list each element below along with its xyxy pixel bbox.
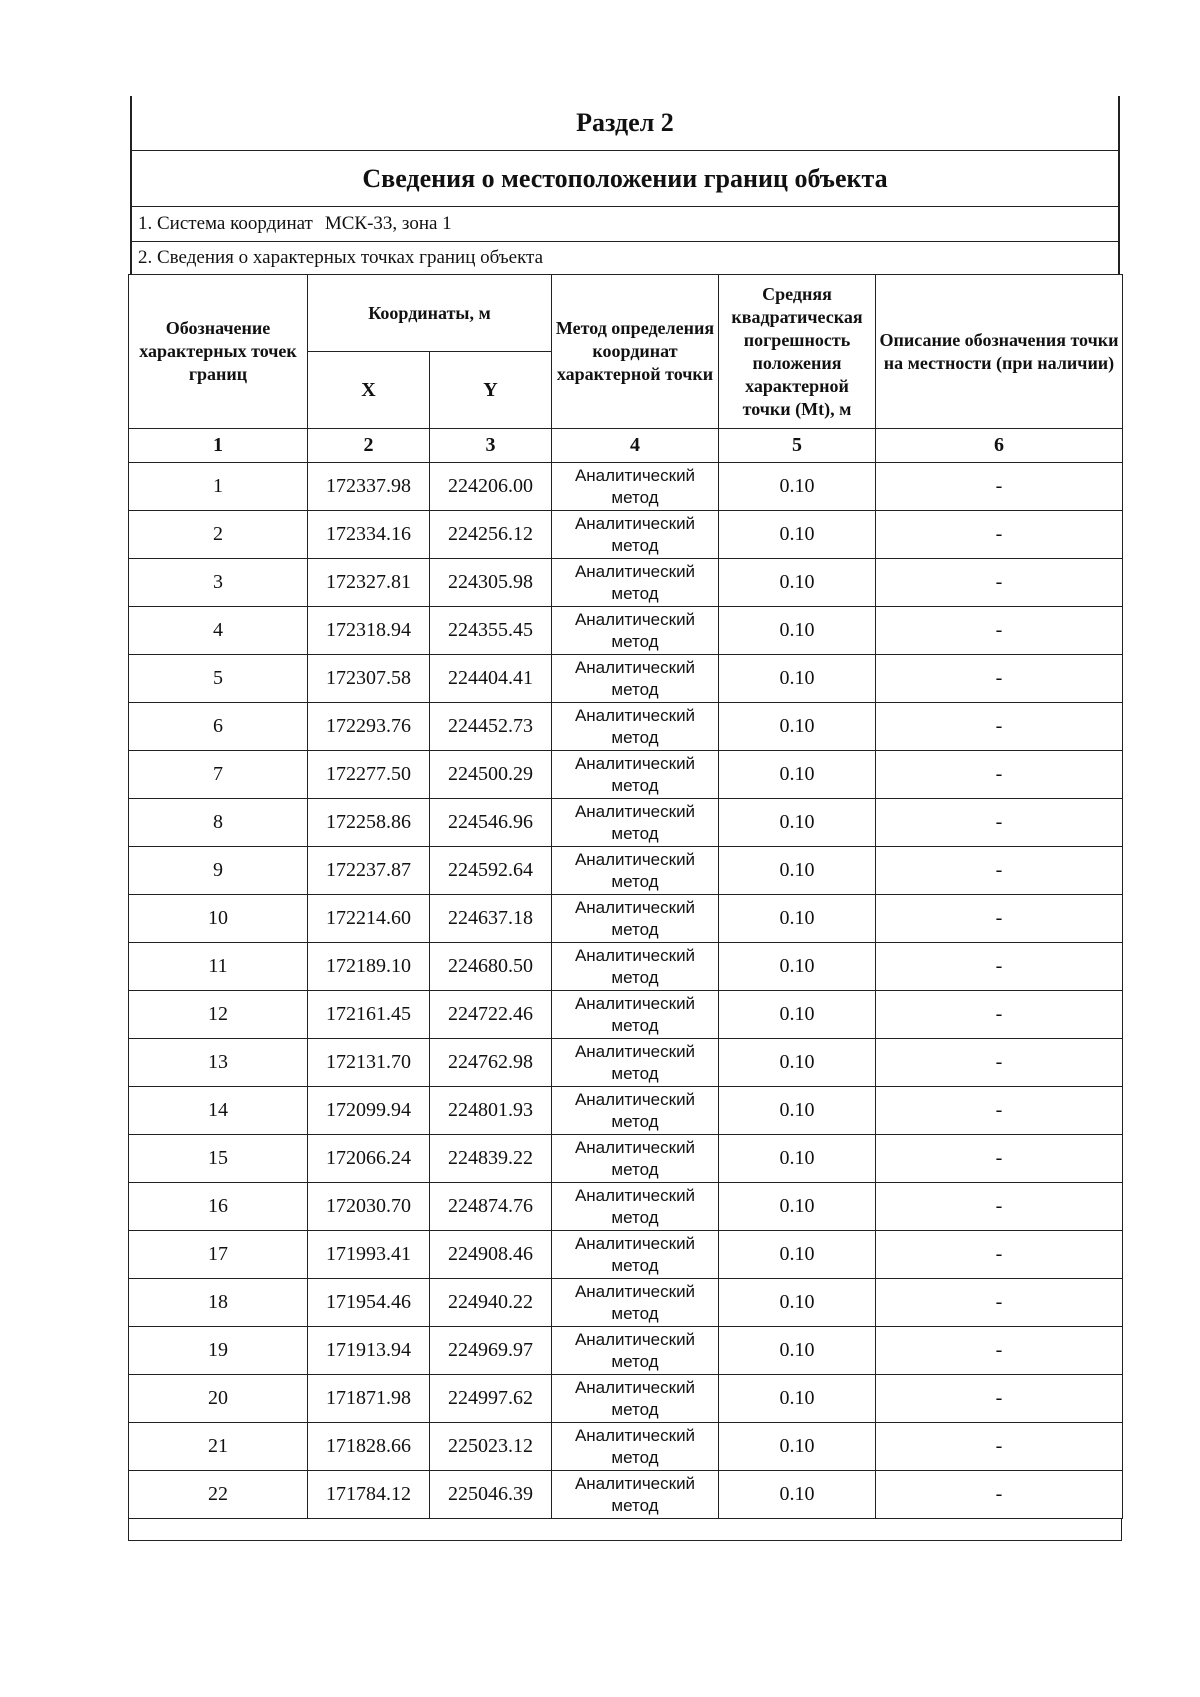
coord-x-cell: 171954.46 <box>308 1279 430 1327</box>
method-cell: Аналитический метод <box>552 1327 719 1375</box>
method-cell: Аналитический метод <box>552 463 719 511</box>
column-number: 6 <box>876 429 1123 463</box>
error-cell: 0.10 <box>719 751 876 799</box>
method-cell: Аналитический метод <box>552 1279 719 1327</box>
section-title: Раздел 2 <box>132 96 1118 151</box>
table-row <box>129 1471 1123 1519</box>
point-number-cell: 7 <box>129 751 308 799</box>
coord-x-cell: 172327.81 <box>308 559 430 607</box>
section-subtitle: Сведения о местоположении границ объекта <box>132 151 1118 207</box>
error-cell: 0.10 <box>719 703 876 751</box>
coord-y-cell: 224908.46 <box>430 1231 552 1279</box>
table-row <box>129 655 1123 703</box>
point-number-cell: 18 <box>129 1279 308 1327</box>
description-cell: - <box>876 895 1123 943</box>
method-cell: Аналитический метод <box>552 511 719 559</box>
error-cell: 0.10 <box>719 1375 876 1423</box>
coord-y-cell: 224305.98 <box>430 559 552 607</box>
points-table <box>128 274 1123 1519</box>
coord-system-value: МСК-33, зона 1 <box>324 213 452 234</box>
table-row <box>129 1279 1123 1327</box>
coord-y-cell: 224546.96 <box>430 799 552 847</box>
method-cell: Аналитический метод <box>552 1039 719 1087</box>
coord-x-cell: 172307.58 <box>308 655 430 703</box>
table-row <box>129 703 1123 751</box>
table-row <box>129 1423 1123 1471</box>
point-number-cell: 10 <box>129 895 308 943</box>
column-number: 2 <box>308 429 430 463</box>
point-number-cell: 12 <box>129 991 308 1039</box>
coord-system-row <box>132 207 1118 242</box>
description-cell: - <box>876 655 1123 703</box>
point-number-cell: 13 <box>129 1039 308 1087</box>
coord-x-cell: 172099.94 <box>308 1087 430 1135</box>
coord-y-cell: 224592.64 <box>430 847 552 895</box>
description-cell: - <box>876 1183 1123 1231</box>
coord-y-cell: 224206.00 <box>430 463 552 511</box>
coord-y-cell: 224874.76 <box>430 1183 552 1231</box>
method-cell: Аналитический метод <box>552 991 719 1039</box>
method-cell: Аналитический метод <box>552 1231 719 1279</box>
error-cell: 0.10 <box>719 895 876 943</box>
error-cell: 0.10 <box>719 1231 876 1279</box>
table-footer-row <box>128 1519 1122 1541</box>
error-cell: 0.10 <box>719 1423 876 1471</box>
table-row <box>129 1375 1123 1423</box>
point-number-cell: 2 <box>129 511 308 559</box>
table-row <box>129 799 1123 847</box>
description-cell: - <box>876 511 1123 559</box>
error-cell: 0.10 <box>719 511 876 559</box>
error-cell: 0.10 <box>719 1039 876 1087</box>
section-frame <box>130 96 1120 274</box>
point-number-cell: 17 <box>129 1231 308 1279</box>
method-cell: Аналитический метод <box>552 1375 719 1423</box>
point-number-cell: 8 <box>129 799 308 847</box>
point-number-cell: 21 <box>129 1423 308 1471</box>
method-cell: Аналитический метод <box>552 559 719 607</box>
coord-y-cell: 224722.46 <box>430 991 552 1039</box>
points-header: 2. Сведения о характерных точках границ объекта <box>138 247 544 268</box>
column-number: 5 <box>719 429 876 463</box>
coord-x-cell: 172161.45 <box>308 991 430 1039</box>
coord-x-cell: 172066.24 <box>308 1135 430 1183</box>
point-number-cell: 9 <box>129 847 308 895</box>
coord-x-cell: 172131.70 <box>308 1039 430 1087</box>
coord-y-cell: 224355.45 <box>430 607 552 655</box>
column-number: 3 <box>430 429 552 463</box>
error-cell: 0.10 <box>719 655 876 703</box>
description-cell: - <box>876 1423 1123 1471</box>
coord-x-cell: 172277.50 <box>308 751 430 799</box>
coord-x-cell: 171871.98 <box>308 1375 430 1423</box>
table-row <box>129 847 1123 895</box>
coord-x-cell: 171993.41 <box>308 1231 430 1279</box>
point-number-cell: 15 <box>129 1135 308 1183</box>
method-cell: Аналитический метод <box>552 943 719 991</box>
method-cell: Аналитический метод <box>552 895 719 943</box>
point-number-cell: 5 <box>129 655 308 703</box>
table-row <box>129 511 1123 559</box>
point-number-cell: 16 <box>129 1183 308 1231</box>
table-row <box>129 1039 1123 1087</box>
method-cell: Аналитический метод <box>552 1135 719 1183</box>
table-row <box>129 1183 1123 1231</box>
error-cell: 0.10 <box>719 991 876 1039</box>
point-number-cell: 3 <box>129 559 308 607</box>
table-row <box>129 751 1123 799</box>
method-cell: Аналитический метод <box>552 1183 719 1231</box>
point-number-cell: 19 <box>129 1327 308 1375</box>
error-cell: 0.10 <box>719 607 876 655</box>
coord-x-cell: 172214.60 <box>308 895 430 943</box>
method-cell: Аналитический метод <box>552 607 719 655</box>
method-cell: Аналитический метод <box>552 1471 719 1519</box>
coord-y-cell: 224940.22 <box>430 1279 552 1327</box>
method-cell: Аналитический метод <box>552 703 719 751</box>
table-row <box>129 463 1123 511</box>
coord-x-cell: 172030.70 <box>308 1183 430 1231</box>
coord-y-cell: 224997.62 <box>430 1375 552 1423</box>
description-cell: - <box>876 703 1123 751</box>
coord-x-cell: 172237.87 <box>308 847 430 895</box>
coord-x-cell: 171913.94 <box>308 1327 430 1375</box>
error-cell: 0.10 <box>719 1279 876 1327</box>
coord-y-cell: 224637.18 <box>430 895 552 943</box>
description-cell: - <box>876 991 1123 1039</box>
error-cell: 0.10 <box>719 847 876 895</box>
error-cell: 0.10 <box>719 1183 876 1231</box>
document-page <box>130 96 1120 1541</box>
error-cell: 0.10 <box>719 1471 876 1519</box>
coord-y-cell: 224256.12 <box>430 511 552 559</box>
coord-x-cell: 171828.66 <box>308 1423 430 1471</box>
description-cell: - <box>876 799 1123 847</box>
table-row <box>129 1135 1123 1183</box>
description-cell: - <box>876 1231 1123 1279</box>
coord-x-cell: 171784.12 <box>308 1471 430 1519</box>
coord-y-cell: 225046.39 <box>430 1471 552 1519</box>
points-table-body <box>129 463 1123 1519</box>
coord-y-cell: 224500.29 <box>430 751 552 799</box>
description-cell: - <box>876 1375 1123 1423</box>
description-cell: - <box>876 463 1123 511</box>
table-row <box>129 559 1123 607</box>
coord-y-cell: 224680.50 <box>430 943 552 991</box>
point-number-cell: 22 <box>129 1471 308 1519</box>
coord-x-cell: 172258.86 <box>308 799 430 847</box>
coord-y-cell: 224839.22 <box>430 1135 552 1183</box>
method-cell: Аналитический метод <box>552 799 719 847</box>
point-number-cell: 6 <box>129 703 308 751</box>
description-cell: - <box>876 1279 1123 1327</box>
method-cell: Аналитический метод <box>552 1087 719 1135</box>
header-x: X <box>308 352 430 429</box>
header-y: Y <box>430 352 552 429</box>
method-cell: Аналитический метод <box>552 655 719 703</box>
description-cell: - <box>876 1135 1123 1183</box>
point-number-cell: 14 <box>129 1087 308 1135</box>
method-cell: Аналитический метод <box>552 1423 719 1471</box>
coord-x-cell: 172189.10 <box>308 943 430 991</box>
description-cell: - <box>876 1471 1123 1519</box>
coord-y-cell: 225023.12 <box>430 1423 552 1471</box>
coord-x-cell: 172318.94 <box>308 607 430 655</box>
header-error: Средняя квадратическая погрешность положения характерной точки (Mt), м <box>719 275 876 429</box>
method-cell: Аналитический метод <box>552 751 719 799</box>
error-cell: 0.10 <box>719 943 876 991</box>
header-method: Метод определения координат характерной точки <box>552 275 719 429</box>
table-row <box>129 607 1123 655</box>
description-cell: - <box>876 1039 1123 1087</box>
description-cell: - <box>876 751 1123 799</box>
coord-y-cell: 224404.41 <box>430 655 552 703</box>
table-row <box>129 1327 1123 1375</box>
description-cell: - <box>876 943 1123 991</box>
coord-x-cell: 172337.98 <box>308 463 430 511</box>
coord-system-label: 1. Система координат <box>138 213 313 234</box>
coord-y-cell: 224452.73 <box>430 703 552 751</box>
header-coordinates: Координаты, м <box>308 275 552 352</box>
point-number-cell: 4 <box>129 607 308 655</box>
table-row <box>129 1087 1123 1135</box>
header-designation: Обозначение характерных точек границ <box>129 275 308 429</box>
error-cell: 0.10 <box>719 1087 876 1135</box>
coord-y-cell: 224801.93 <box>430 1087 552 1135</box>
description-cell: - <box>876 847 1123 895</box>
description-cell: - <box>876 1327 1123 1375</box>
coord-x-cell: 172293.76 <box>308 703 430 751</box>
description-cell: - <box>876 607 1123 655</box>
description-cell: - <box>876 1087 1123 1135</box>
table-row <box>129 943 1123 991</box>
header-description: Описание обозначения точки на местности (при наличии) <box>876 275 1123 429</box>
coord-y-cell: 224969.97 <box>430 1327 552 1375</box>
point-number-cell: 1 <box>129 463 308 511</box>
point-number-cell: 11 <box>129 943 308 991</box>
error-cell: 0.10 <box>719 1135 876 1183</box>
error-cell: 0.10 <box>719 463 876 511</box>
coord-y-cell: 224762.98 <box>430 1039 552 1087</box>
table-row <box>129 991 1123 1039</box>
table-row <box>129 895 1123 943</box>
point-number-cell: 20 <box>129 1375 308 1423</box>
column-number: 1 <box>129 429 308 463</box>
error-cell: 0.10 <box>719 559 876 607</box>
table-row <box>129 1231 1123 1279</box>
description-cell: - <box>876 559 1123 607</box>
coord-x-cell: 172334.16 <box>308 511 430 559</box>
error-cell: 0.10 <box>719 1327 876 1375</box>
method-cell: Аналитический метод <box>552 847 719 895</box>
error-cell: 0.10 <box>719 799 876 847</box>
column-number: 4 <box>552 429 719 463</box>
